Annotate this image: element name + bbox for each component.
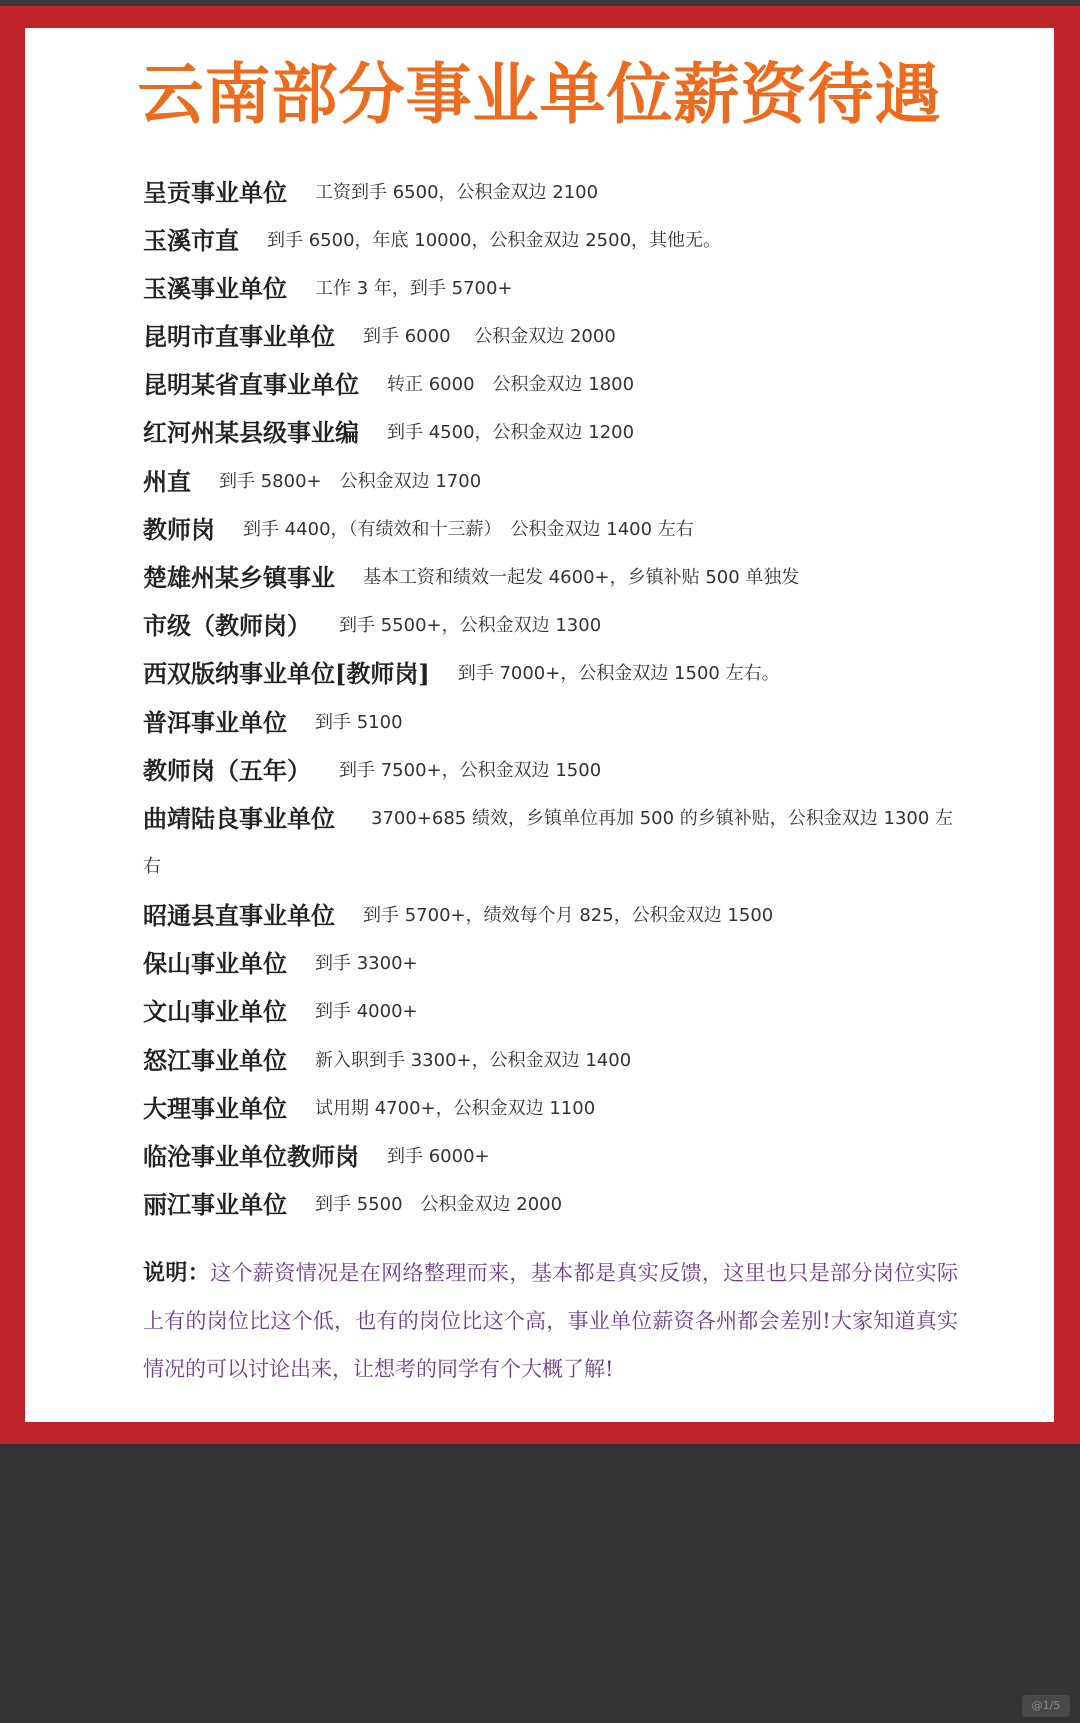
item-label: 临沧事业单位教师岗: [143, 1141, 359, 1171]
list-item: [143, 698, 963, 746]
dark-footer-area: [0, 1444, 1080, 1723]
item-value: 试用期 4700+，公积金双边 1100: [315, 1097, 596, 1119]
item-label: 西双版纳事业单位[教师岗]: [143, 659, 430, 689]
item-value: 到手 6000+: [387, 1145, 490, 1167]
note-text: 这个薪资情况是在网络整理而来，基本都是真实反馈，这里也只是部分岗位实际上有的岗位比这个低，也有的岗位比这个高，事业单位薪资各州都会差别!大家知道真实情况的可以讨论出来，让想考的同学有个大概了解!: [143, 1261, 958, 1381]
item-value: 到手 5500+，公积金双边 1300: [339, 615, 602, 637]
item-value: 到手 7000+，公积金双边 1500 左右。: [457, 663, 780, 685]
list-item: [143, 1181, 963, 1229]
salary-list: [143, 168, 963, 1229]
item-value: 到手 5100: [315, 711, 403, 733]
item-label: 呈贡事业单位: [143, 177, 287, 207]
list-item: [143, 457, 963, 505]
item-label: 教师岗: [143, 514, 215, 544]
item-label: 教师岗（五年）: [143, 755, 311, 785]
list-item: [143, 602, 963, 650]
item-label: 昆明某省直事业单位: [143, 370, 359, 400]
list-item: [143, 168, 963, 216]
item-label: 文山事业单位: [143, 997, 287, 1027]
item-label: 大理事业单位: [143, 1093, 287, 1123]
list-item: [143, 1132, 963, 1180]
item-value: 到手 5800+ 公积金双边 1700: [219, 470, 482, 492]
item-label: 州直: [143, 466, 191, 496]
item-value: 到手 6000 公积金双边 2000: [363, 326, 616, 348]
item-label: 普洱事业单位: [143, 707, 287, 737]
list-item: [143, 264, 963, 312]
note-paragraph: [143, 1249, 958, 1393]
list-item: [143, 746, 963, 794]
item-value: 到手 5700+，绩效每个月 825，公积金双边 1500: [363, 904, 774, 926]
list-item: [143, 313, 963, 361]
item-value: 到手 4400，（有绩效和十三薪） 公积金双边 1400 左右: [243, 518, 694, 540]
item-label: 丽江事业单位: [143, 1190, 287, 1220]
item-value: 到手 3300+: [315, 953, 418, 975]
note-label: 说明：: [143, 1260, 211, 1286]
item-label: 昆明市直事业单位: [143, 322, 335, 352]
list-item: [143, 794, 963, 891]
item-value: 新入职到手 3300+，公积金双边 1400: [315, 1049, 632, 1071]
list-item: [143, 216, 963, 264]
list-item: [143, 361, 963, 409]
list-item: [143, 409, 963, 457]
item-value: 工作 3 年，到手 5700+: [315, 277, 513, 299]
item-label: 昭通县直事业单位: [143, 900, 335, 930]
item-label: 曲靖陆良事业单位: [143, 803, 335, 833]
document-sheet: [25, 28, 1054, 1422]
item-label: 楚雄州某乡镇事业: [143, 563, 335, 592]
watermark-badge: @1/5: [1022, 1695, 1070, 1717]
item-label: 市级（教师岗）: [143, 611, 311, 641]
list-item: [143, 554, 963, 602]
item-label: 玉溪事业单位: [143, 273, 287, 303]
red-frame: [0, 6, 1080, 1444]
list-item: [143, 1036, 963, 1084]
page-title: 云南部分事业单位薪资待遇: [137, 55, 942, 133]
list-item: [143, 1084, 963, 1132]
item-value: 到手 4500，公积金双边 1200: [387, 422, 635, 444]
item-value: 3700+685 绩效，乡镇单位再加 500 的乡镇补贴，公积金双边 1300 左右: [143, 807, 954, 878]
item-value: 到手 6500，年底 10000，公积金双边 2500，其他无。: [267, 229, 722, 251]
item-label: 红河州某县级事业编: [143, 418, 359, 448]
list-item: [143, 940, 963, 988]
item-value: 到手 7500+，公积金双边 1500: [339, 759, 602, 781]
list-item: [143, 988, 963, 1036]
item-value: 基本工资和绩效一起发 4600+，乡镇补贴 500 单独发: [363, 567, 800, 588]
item-label: 保山事业单位: [143, 949, 287, 979]
item-value: 到手 4000+: [315, 1001, 418, 1023]
item-value: 转正 6000 公积金双边 1800: [387, 374, 635, 396]
item-value: 工资到手 6500，公积金双边 2100: [315, 181, 599, 203]
list-item: [143, 650, 963, 698]
item-value: 到手 5500 公积金双边 2000: [315, 1194, 563, 1216]
item-label: 怒江事业单位: [143, 1045, 287, 1075]
list-item: [143, 505, 963, 553]
list-item: [143, 891, 963, 939]
item-label: 玉溪市直: [143, 225, 239, 255]
